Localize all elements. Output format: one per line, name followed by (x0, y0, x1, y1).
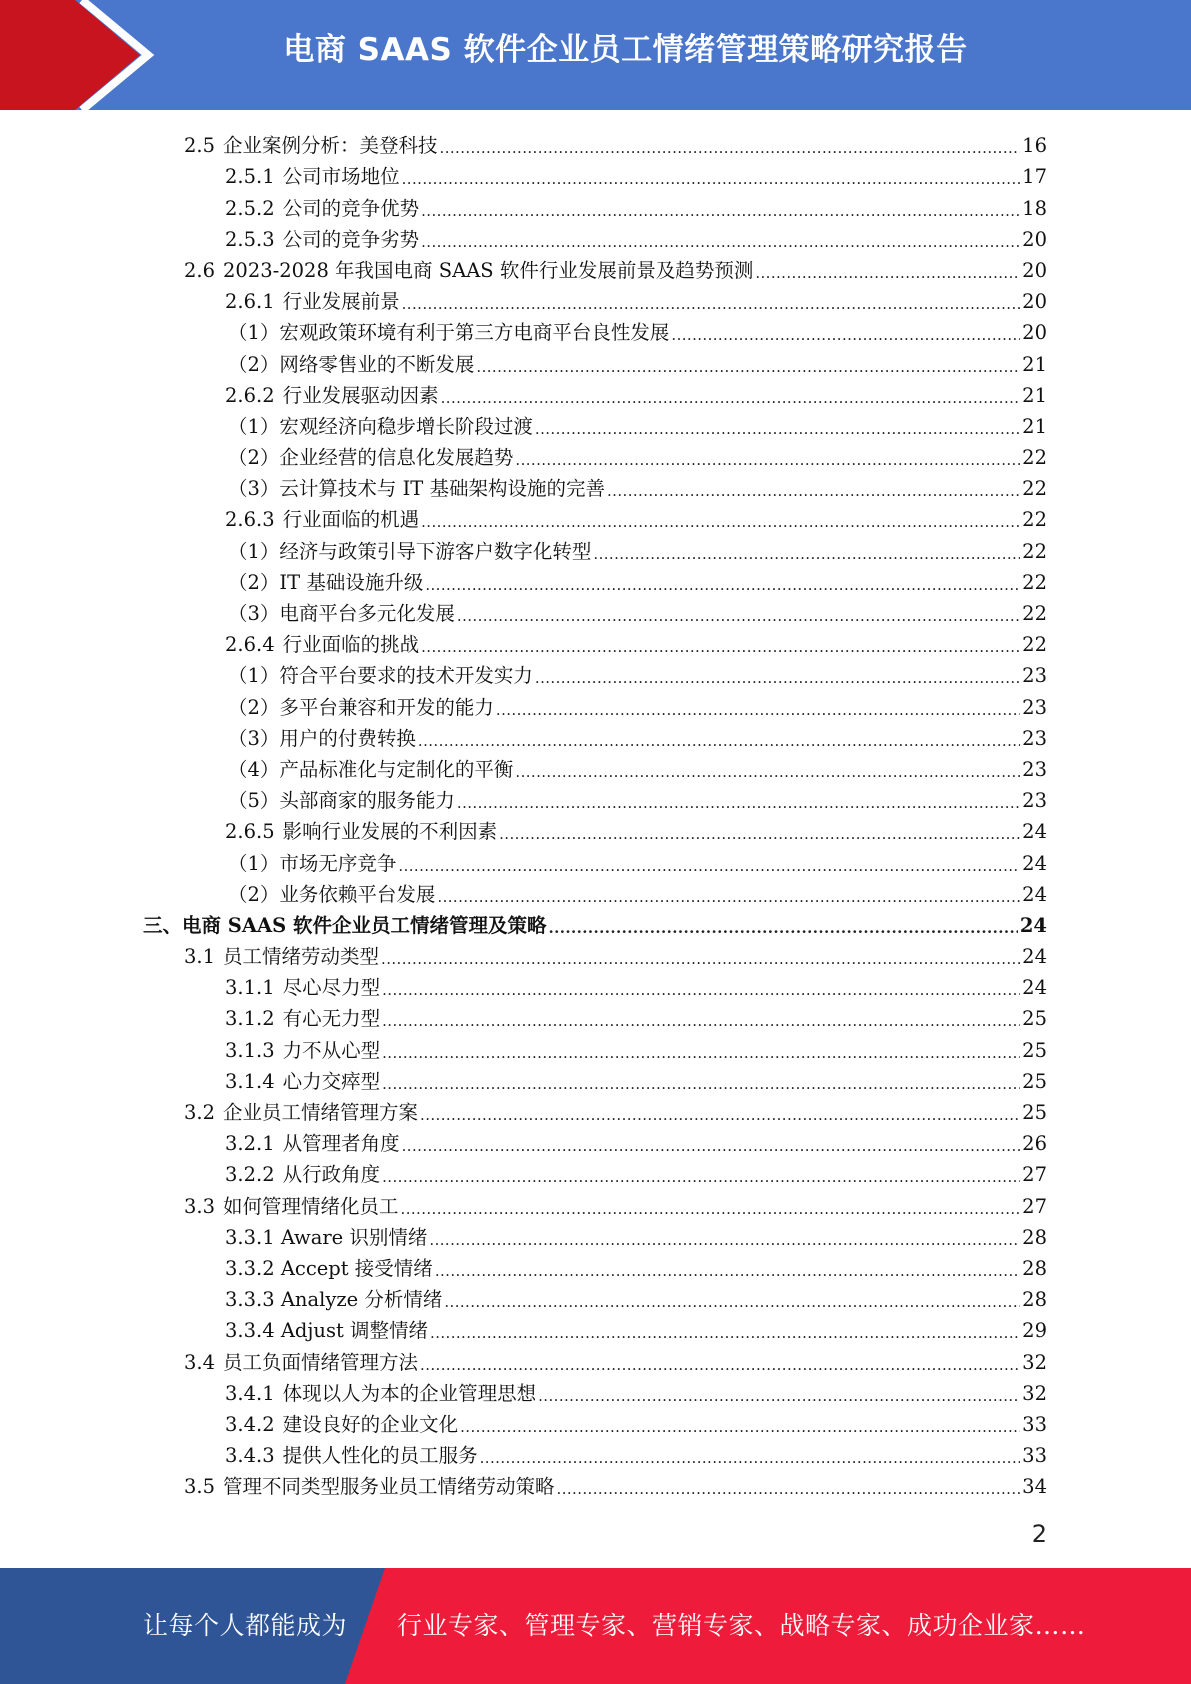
toc-entry-page: 33 (1022, 1412, 1047, 1436)
toc-entry-title: （4）产品标准化与定制化的平衡 (228, 757, 514, 781)
toc-dot-leader (480, 1443, 1021, 1469)
toc-entry-page: 21 (1022, 414, 1047, 438)
toc-entry[interactable] (0, 128, 1047, 159)
toc-entry-page: 20 (1022, 290, 1047, 314)
toc-dot-leader (535, 414, 1020, 440)
toc-entry-title: 公司市场地位 (282, 165, 400, 189)
toc-dot-leader (476, 352, 1020, 378)
toc-dot-leader (401, 1194, 1021, 1220)
toc-entry-label (225, 507, 419, 533)
toc-entry[interactable] (0, 1438, 1047, 1469)
toc-entry[interactable] (0, 814, 1047, 845)
toc-entry-title: 行业面临的挑战 (282, 633, 420, 657)
toc-entry[interactable] (0, 721, 1047, 752)
toc-entry-title: 公司的竞争优势 (282, 196, 420, 220)
toc-entry-page: 27 (1022, 1163, 1047, 1187)
toc-entry[interactable] (0, 471, 1047, 502)
toc-dot-leader (515, 445, 1020, 471)
toc-entry-page: 33 (1022, 1444, 1047, 1468)
toc-entry-label (225, 1069, 380, 1095)
toc-entry-page: 25 (1022, 1069, 1047, 1093)
toc-dot-leader (382, 1162, 1020, 1188)
toc-entry[interactable] (0, 1220, 1047, 1251)
toc-entry-number: 2.6.3 (225, 508, 275, 532)
toc-entry-title: 企业员工情绪管理方案 (223, 1101, 419, 1124)
toc-entry-number: 3.4.3 (225, 1444, 275, 1468)
toc-dot-leader (457, 788, 1020, 814)
page-number: 2 (1031, 1520, 1047, 1548)
toc-entry-title: （1）宏观经济向稳步增长阶段过渡 (228, 414, 533, 438)
toc-entry-title: 3.3.3 Analyze 分析情绪 (225, 1288, 443, 1312)
toc-entry[interactable] (0, 378, 1047, 409)
toc-entry[interactable] (0, 783, 1047, 814)
toc-entry-number: 3.2 (184, 1101, 216, 1124)
toc-entry-label (228, 788, 455, 814)
toc-entry[interactable] (0, 1282, 1047, 1313)
toc-entry-number: 3.4.1 (225, 1381, 275, 1405)
toc-entry[interactable] (0, 908, 1047, 939)
toc-entry-label (225, 1225, 427, 1251)
toc-entry-title: 影响行业发展的不利因素 (282, 820, 498, 844)
toc-entry-title: 公司的竞争劣势 (282, 227, 420, 251)
toc-entry[interactable] (0, 1095, 1047, 1126)
toc-entry-label (184, 258, 753, 284)
toc-entry-page: 23 (1022, 789, 1047, 813)
toc-dot-leader (460, 1412, 1020, 1438)
toc-entry[interactable] (0, 284, 1047, 315)
toc-entry-page: 25 (1022, 1038, 1047, 1062)
toc-entry[interactable] (0, 253, 1047, 284)
document-title: 电商 SAAS 软件企业员工情绪管理策略研究报告 (283, 32, 968, 68)
toc-dot-leader (549, 913, 1018, 939)
toc-entry-label (225, 1162, 380, 1188)
toc-entry-number: 2.5.1 (225, 165, 275, 189)
toc-entry-label (184, 944, 379, 970)
toc-entry-label (228, 414, 533, 440)
toc-entry-title: （3）用户的付费转换 (228, 726, 416, 750)
toc-entry-title: （5）头部商家的服务能力 (228, 789, 455, 813)
toc-entry[interactable] (0, 190, 1047, 221)
toc-entry-number: 3.4 (184, 1350, 216, 1374)
toc-entry[interactable] (0, 159, 1047, 190)
toc-entry-title: 行业发展前景 (282, 290, 400, 314)
toc-entry-title: 行业面临的机遇 (282, 508, 420, 532)
toc-entry-page: 32 (1022, 1350, 1047, 1374)
toc-dot-leader (496, 695, 1020, 721)
toc-entry-label (228, 726, 416, 752)
toc-entry[interactable] (0, 939, 1047, 970)
toc-entry-title: 提供人性化的员工服务 (282, 1444, 478, 1468)
toc-entry-number: 2.5.3 (225, 227, 275, 251)
toc-entry-page: 22 (1022, 602, 1047, 625)
toc-dot-leader (420, 1100, 1020, 1126)
toc-entry-number: 2.5.2 (225, 196, 275, 220)
toc-entry-label (228, 476, 605, 502)
toc-dot-leader (425, 570, 1020, 596)
toc-entry[interactable] (0, 658, 1047, 689)
toc-entry-number: 2.6.4 (225, 633, 275, 657)
page-header (0, 0, 1191, 110)
toc-entry[interactable] (0, 970, 1047, 1001)
toc-entry-page: 22 (1022, 508, 1047, 532)
toc-entry-page: 25 (1022, 1101, 1047, 1124)
toc-entry-label (225, 289, 400, 315)
toc-entry-page: 28 (1022, 1256, 1047, 1280)
toc-dot-leader (435, 1256, 1020, 1282)
toc-entry[interactable] (0, 409, 1047, 440)
toc-entry-title: （1）符合平台要求的技术开发实力 (228, 664, 533, 688)
toc-entry-label (225, 1318, 428, 1344)
toc-dot-leader (382, 975, 1020, 1001)
toc-entry-label (184, 1350, 418, 1376)
toc-dot-leader (398, 851, 1020, 877)
toc-dot-leader (515, 757, 1020, 783)
toc-entry-label (225, 227, 419, 253)
toc-dot-leader (538, 1381, 1020, 1407)
toc-entry[interactable] (0, 627, 1047, 658)
toc-dot-leader (402, 1131, 1021, 1157)
toc-entry-page: 24 (1022, 851, 1047, 875)
toc-entry-title: （2）网络零售业的不断发展 (228, 352, 475, 376)
toc-entry-title: 建设良好的企业文化 (282, 1412, 459, 1436)
toc-entry-label (184, 1194, 399, 1220)
toc-entry[interactable] (0, 346, 1047, 377)
toc-entry[interactable] (0, 1376, 1047, 1407)
toc-entry-label (228, 570, 423, 596)
toc-entry-label (225, 1443, 478, 1469)
page-footer (0, 1568, 1191, 1684)
toc-entry-number: 2.6.1 (225, 290, 275, 314)
toc-entry-title: 三、电商 SAAS 软件企业员工情绪管理及策略 (143, 913, 547, 937)
toc-entry-title: 有心无力型 (282, 1007, 381, 1031)
toc-entry-title: （3）云计算技术与 IT 基础架构设施的完善 (228, 477, 606, 501)
toc-entry-label (225, 1256, 433, 1282)
toc-entry-page: 23 (1022, 695, 1047, 719)
toc-entry[interactable] (0, 877, 1047, 908)
toc-entry-title: 3.3.4 Adjust 调整情绪 (225, 1319, 429, 1343)
toc-entry-label (184, 1474, 555, 1500)
table-of-contents (0, 128, 1191, 1500)
toc-dot-leader (593, 539, 1020, 565)
toc-entry-page: 34 (1022, 1475, 1047, 1499)
toc-dot-leader (499, 819, 1020, 845)
toc-entry[interactable] (0, 222, 1047, 253)
toc-entry-label (225, 196, 419, 222)
footer-slogan-right: 行业专家、管理专家、营销专家、战略专家、成功企业家…… (397, 1611, 1086, 1640)
toc-entry[interactable] (0, 1469, 1047, 1500)
toc-entry-label (225, 975, 380, 1001)
toc-entry-label (228, 601, 455, 627)
toc-entry-page: 29 (1022, 1319, 1047, 1343)
toc-entry-page: 22 (1022, 446, 1047, 470)
toc-entry-title: 力不从心型 (282, 1038, 381, 1062)
toc-entry-page: 27 (1022, 1194, 1047, 1218)
toc-entry[interactable] (0, 1407, 1047, 1438)
toc-dot-leader (430, 1318, 1020, 1344)
toc-entry[interactable] (0, 533, 1047, 564)
toc-entry-label (225, 632, 419, 658)
toc-dot-leader (421, 196, 1020, 222)
toc-entry-label (225, 164, 400, 190)
toc-dot-leader (402, 164, 1021, 190)
toc-entry-number: 2.5 (184, 134, 216, 158)
toc-entry-title: （1）经济与政策引导下游客户数字化转型 (228, 539, 592, 563)
toc-entry[interactable] (0, 1344, 1047, 1375)
toc-dot-leader (535, 663, 1020, 689)
toc-dot-leader (755, 258, 1020, 284)
toc-dot-leader (382, 1006, 1020, 1032)
toc-entry-title: （1）市场无序竞争 (228, 851, 397, 875)
toc-entry-label (225, 1381, 536, 1407)
toc-entry-number: 3.1.1 (225, 976, 275, 1000)
toc-dot-leader (429, 1225, 1020, 1251)
toc-entry-title: 从行政角度 (282, 1163, 381, 1187)
toc-entry[interactable] (0, 752, 1047, 783)
toc-entry-title: 尽心尽力型 (282, 976, 381, 1000)
toc-entry-title: 3.3.1 Aware 识别情绪 (225, 1225, 428, 1249)
toc-dot-leader (382, 1069, 1020, 1095)
toc-entry[interactable] (0, 596, 1047, 627)
toc-entry-title: 从管理者角度 (282, 1132, 400, 1156)
toc-entry-title: 管理不同类型服务业员工情绪劳动策略 (223, 1475, 555, 1499)
toc-entry-label (225, 1131, 400, 1157)
toc-entry-title: （3）电商平台多元化发展 (228, 602, 455, 625)
toc-entry-label (228, 695, 494, 721)
toc-entry-page: 23 (1022, 757, 1047, 781)
toc-entry-title: （2）多平台兼容和开发的能力 (228, 695, 494, 719)
toc-entry-number: 3.2.2 (225, 1163, 275, 1187)
toc-entry-title: 3.3.2 Accept 接受情绪 (225, 1256, 433, 1280)
toc-entry-label (184, 133, 438, 159)
toc-entry-page: 22 (1022, 570, 1047, 594)
toc-entry-page: 26 (1022, 1132, 1047, 1156)
toc-entry-number: 3.4.2 (225, 1412, 275, 1436)
toc-dot-leader (402, 289, 1021, 315)
toc-entry-page: 23 (1022, 726, 1047, 750)
toc-entry-title: 2023-2028 年我国电商 SAAS 软件行业发展前景及趋势预测 (223, 258, 754, 282)
header-red-arrow-decoration (0, 0, 160, 110)
toc-entry-title: 行业发展驱动因素 (282, 383, 439, 407)
toc-entry[interactable] (0, 1188, 1047, 1219)
toc-entry-page: 16 (1022, 134, 1047, 158)
toc-entry-page: 20 (1022, 258, 1047, 282)
toc-entry-label (143, 913, 547, 939)
toc-entry-label (225, 1006, 380, 1032)
toc-dot-leader (441, 383, 1021, 409)
footer-slogan-left: 让每个人都能成为 (143, 1611, 348, 1640)
toc-entry[interactable] (0, 689, 1047, 720)
toc-entry-label (225, 819, 497, 845)
toc-entry-title: （1）宏观政策环境有利于第三方电商平台良性发展 (228, 321, 670, 345)
toc-entry-page: 24 (1022, 820, 1047, 844)
toc-entry-page: 23 (1022, 664, 1047, 688)
toc-entry-number: 2.6.2 (225, 383, 275, 407)
toc-entry-label (228, 445, 513, 471)
toc-dot-leader (421, 632, 1020, 658)
toc-entry[interactable] (0, 1126, 1047, 1157)
toc-entry-page: 22 (1022, 477, 1047, 501)
toc-entry-label (228, 539, 591, 565)
toc-entry-label (228, 882, 435, 908)
toc-dot-leader (457, 601, 1020, 627)
toc-entry-title: 员工负面情绪管理方法 (223, 1350, 419, 1374)
toc-dot-leader (557, 1474, 1021, 1500)
toc-dot-leader (382, 1038, 1020, 1064)
toc-entry-label (184, 1100, 418, 1126)
toc-entry-page: 21 (1022, 383, 1047, 407)
toc-entry-number: 2.6 (184, 258, 216, 282)
toc-entry-number: 2.6.5 (225, 820, 275, 844)
toc-entry-label (228, 757, 513, 783)
toc-dot-leader (420, 1350, 1020, 1376)
toc-entry-title: 心力交瘁型 (282, 1069, 381, 1093)
toc-entry-page: 20 (1022, 321, 1047, 345)
toc-entry[interactable] (0, 565, 1047, 596)
toc-entry[interactable] (0, 1032, 1047, 1063)
toc-entry-title: 企业案例分析：美登科技 (223, 134, 438, 158)
toc-entry[interactable] (0, 1251, 1047, 1282)
toc-entry-label (225, 1412, 458, 1438)
toc-entry-page: 25 (1022, 1007, 1047, 1031)
toc-dot-leader (440, 133, 1021, 159)
toc-entry-number: 3.5 (184, 1475, 216, 1499)
toc-entry-title: 体现以人为本的企业管理思想 (282, 1381, 537, 1405)
toc-entry-page: 28 (1022, 1288, 1047, 1312)
toc-dot-leader (437, 882, 1020, 908)
toc-entry-page: 22 (1022, 539, 1047, 563)
toc-entry-title: 员工情绪劳动类型 (223, 945, 380, 969)
toc-entry-page: 22 (1022, 633, 1047, 657)
toc-entry-label (228, 320, 669, 346)
toc-entry-label (228, 663, 533, 689)
toc-entry-page: 24 (1022, 976, 1047, 1000)
toc-entry-number: 3.1.3 (225, 1038, 275, 1062)
toc-dot-leader (421, 507, 1020, 533)
toc-dot-leader (381, 944, 1020, 970)
toc-entry-label (225, 383, 439, 409)
toc-entry-page: 20 (1022, 227, 1047, 251)
toc-entry-label (228, 352, 474, 378)
toc-entry-number: 3.1.2 (225, 1007, 275, 1031)
toc-entry[interactable] (0, 1001, 1047, 1032)
toc-entry[interactable] (0, 502, 1047, 533)
toc-entry[interactable] (0, 1064, 1047, 1095)
toc-entry[interactable] (0, 1157, 1047, 1188)
toc-entry[interactable] (0, 440, 1047, 471)
toc-entry-label (225, 1287, 442, 1313)
toc-entry-page: 18 (1022, 196, 1047, 220)
toc-dot-leader (418, 726, 1020, 752)
toc-entry-page: 24 (1019, 913, 1047, 937)
toc-dot-leader (607, 476, 1020, 502)
toc-entry-page: 24 (1022, 882, 1047, 906)
toc-entry-title: （2）企业经营的信息化发展趋势 (228, 446, 514, 470)
toc-entry-title: （2）IT 基础设施升级 (228, 570, 424, 594)
toc-entry-title: （2）业务依赖平台发展 (228, 882, 436, 906)
toc-dot-leader (444, 1287, 1020, 1313)
toc-entry-number: 3.3 (184, 1194, 216, 1218)
toc-entry-label (228, 851, 396, 877)
toc-entry-number: 3.1.4 (225, 1069, 275, 1093)
toc-entry-number: 3.1 (184, 945, 216, 969)
toc-entry-number: 3.2.1 (225, 1132, 275, 1156)
toc-dot-leader (671, 320, 1020, 346)
toc-entry-page: 32 (1022, 1381, 1047, 1405)
toc-entry[interactable] (0, 315, 1047, 346)
toc-entry[interactable] (0, 845, 1047, 876)
toc-entry-page: 17 (1022, 165, 1047, 189)
toc-entry[interactable] (0, 1313, 1047, 1344)
toc-entry-page: 24 (1022, 945, 1047, 969)
toc-entry-page: 28 (1022, 1225, 1047, 1249)
toc-dot-leader (421, 227, 1020, 253)
toc-entry-page: 21 (1022, 352, 1047, 376)
toc-entry-title: 如何管理情绪化员工 (223, 1194, 399, 1218)
toc-entry-label (225, 1038, 380, 1064)
